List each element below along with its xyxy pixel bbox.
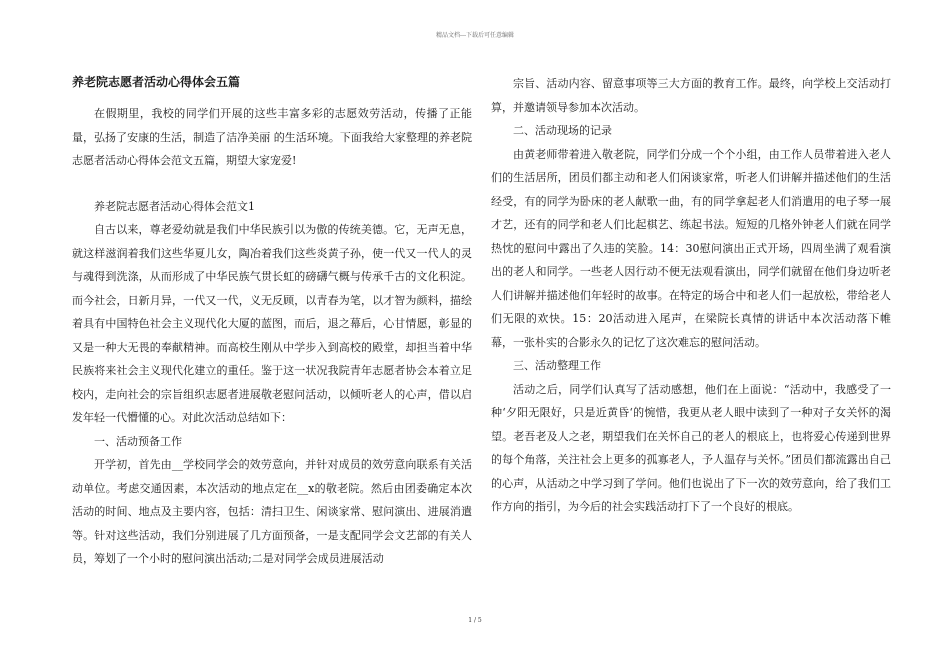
section-heading-record: 二、活动现场的记录 <box>513 124 612 137</box>
intro-paragraph: 在假期里，我校的同学们开展的这些丰富多彩的志愿效劳活动，传播了正能量，弘扬了安康的生活，制造了洁净美丽 的生活环境。下面我给大家整理的养老院志愿者活动心得体会范文五篇，期望大家宠爱! <box>72 107 472 167</box>
paragraph-summary: 活动之后，同学们认真写了活动感想，他们在上面说：“活动中，我感受了一种‘夕阳无限好，只是近黄昏‘的惋惜，我更从老人眼中读到了一种对子女关怀的渴望。老吾老及人之老，期望我们在关怀自己的老人的根底上，也将爱心传递到世界的每个角落，关注社会上更多的孤寡老人，予人温存与关怀。”团员们都流露出自己的心声，从活动之中学习到了学问。他们也说出了下一次的效劳意向，给了我们工作方向的指引，为今后的社会实践活动打下了一个良好的根底。 <box>491 382 891 513</box>
paragraph-tradition: 自古以来，尊老爱幼就是我们中华民族引以为傲的传统美德。它，无声无息，就这样滋润着我们这些华夏儿女，陶冶着我们这些炎黄子孙，使一代又一代人的灵与魂得到洗涤，从而形成了中华民族气贯长虹的磅礴气概与传承千古的文化积淀。而今社会，日新月异，一代又一代，义无反顾，以青春为笔，以才智为颜料，描绘着具有中国特色社会主义现代化大厦的蓝图，而后，退之幕后，心甘情愿，彰显的又是一种大无畏的奉献精神。而高校生刚从中学步入到高校的殿堂，却担当着中华民族将来社会主义现代化建立的重任。鉴于这一状况我院青年志愿者协会本着立足校内，走向社会的宗旨组织志愿者进展敬老慰问活动，以倾听老人的心声，借以启发年轻一代懵懂的心。对此次活动总结如下： <box>72 223 472 424</box>
document-title: 养老院志愿者活动心得体会五篇 <box>72 75 241 89</box>
page-number: 1 / 5 <box>468 617 482 624</box>
paragraph-continuation: 宗旨、活动内容、留意事项等三大方面的教育工作。最终，向学校上交活动打算，并邀请领导参加本次活动。 <box>491 77 891 114</box>
section-heading-preparation: 一、活动预备工作 <box>94 434 182 448</box>
paragraph-preparation: 开学初，首先由__学校同学会的效劳意向，并针对成员的效劳意向联系有关活动单位。考虑交通因素，本次活动的地点定在__x的敬老院。然后由团委确定本次活动的时间、地点及主要内容，包括：清扫卫生、闲谈家常、慰问演出、进展消遣等。针对这些活动，我们分别进展了几方面预备，一是支配同学会文艺部的有关人员，筹划了一个小时的慰问演出活动;二是对同学会成员进展活动 <box>72 458 472 565</box>
section-heading-summary: 三、活动整理工作 <box>513 359 601 372</box>
paragraph-record: 由黄老师带着进入敬老院，同学们分成一个个小组，由工作人员带着进入老人们的生活居所，团员们都主动和老人们闲谈家常，听老人们讲解并描述他们的生活经受，有的同学为卧床的老人献歌一曲，有的同学拿起老人们消遣用的电子琴一展才艺，还有的同学和老人们比起棋艺、练起书法。短短的几格外钟老人们就在同学热忱的慰问中露出了久违的笑脸。14：30慰问演出正式开场，四周坐满了观看演出的老人和同学。一些老人因行动不便无法观看演出，同学们就留在他们身边听老人们讲解并描述他们年轻时的故事。在特定的场合中和老人们一起放松，带给老人们无限的欢快。15：20活动进入尾声，在梁院长真情的讲话中本次活动落下帷幕，一张朴实的合影永久的记忆了这次难忘的慰问活动。 <box>491 147 891 349</box>
essay-subtitle: 养老院志愿者活动心得体会范文1 <box>94 199 255 213</box>
right-column <box>491 72 891 519</box>
left-column <box>72 72 472 571</box>
page-header: 精品文档---下载后可任意编辑 <box>435 32 515 39</box>
